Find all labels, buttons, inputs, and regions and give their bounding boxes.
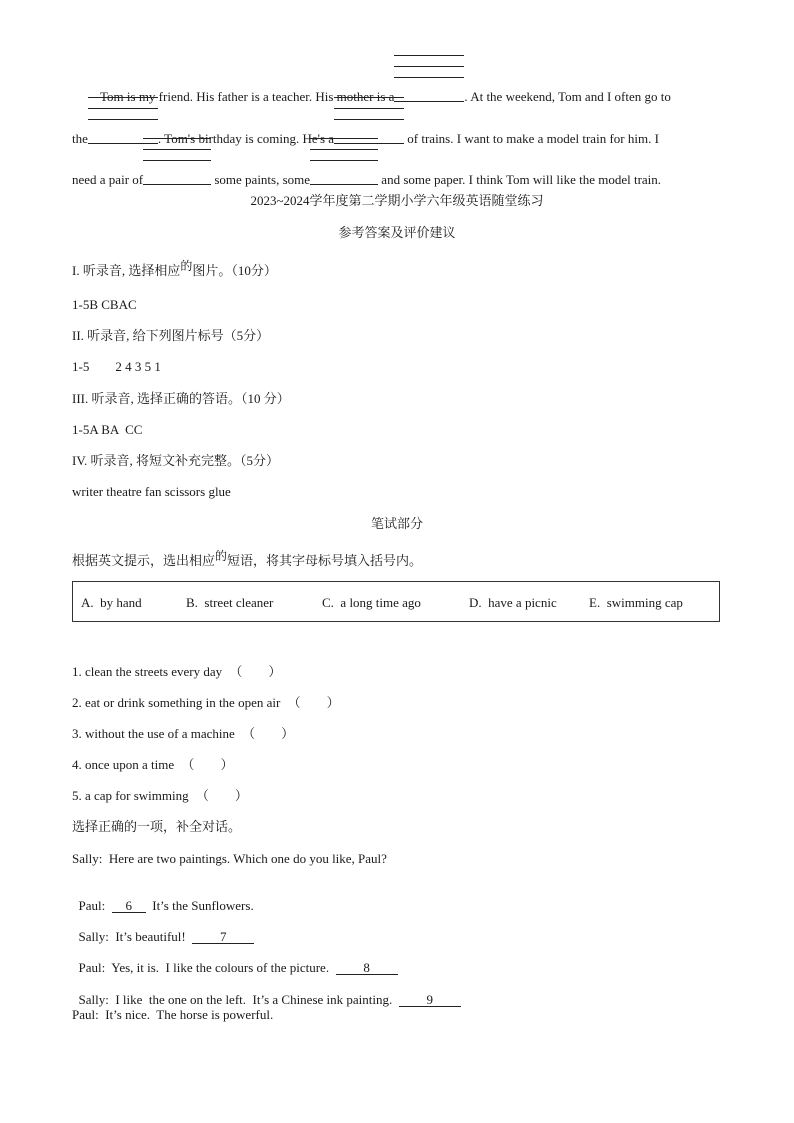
- listening-answer-1: 1-5B CBAC: [72, 297, 137, 312]
- question-5: [72, 788, 248, 804]
- listening-answer-4: writer theatre fan scissors glue: [72, 484, 231, 499]
- question-text: 3. without the use of a machine: [72, 726, 235, 741]
- answer-blank[interactable]: [310, 170, 378, 184]
- answer-blank[interactable]: [143, 170, 211, 184]
- phrase-instruction: [72, 549, 423, 569]
- instruction-text: 根据英文提示，选出相应: [72, 553, 216, 568]
- paren: （: [181, 757, 195, 772]
- dialogue-blank-9[interactable]: 9: [399, 993, 461, 1007]
- dialogue-blank-7[interactable]: 7: [192, 930, 254, 944]
- instruction-text: 的: [215, 549, 228, 563]
- question-text: 2. eat or drink something in the open air: [72, 695, 281, 710]
- written-title: 笔试部分: [370, 516, 423, 531]
- listening-heading-4: IV. 听录音, 将短文补充完整。（5分）: [72, 453, 280, 468]
- paren: （: [287, 695, 301, 710]
- dialogue-line-4: [72, 944, 398, 976]
- dialogue-line-1: Sally: Here are two paintings. Which one do you like, Paul?: [72, 851, 387, 866]
- dialogue-line-6: Paul: It’s nice. The horse is powerful.: [72, 1007, 274, 1022]
- passage-text: the: [72, 131, 88, 146]
- answer-blank[interactable]: [334, 129, 404, 143]
- dialogue-text: Sally: It’s beautiful!: [78, 929, 193, 944]
- paren: ）: [220, 757, 234, 772]
- heading-text: 的: [180, 259, 193, 273]
- answer-subtitle: 参考答案及评价建议: [338, 225, 456, 240]
- passage-text: Tom is my friend. His father is a teacher. His mother is a: [100, 89, 395, 104]
- dialogue-line-2: [72, 882, 254, 914]
- passage-text: . At the weekend, Tom and I often go to: [464, 89, 671, 104]
- listening-heading-1: [72, 259, 277, 279]
- answer-paren[interactable]: [242, 726, 294, 742]
- option-c: C. a long time ago: [322, 595, 421, 610]
- instruction-text: 短语，将其字母标号填入括号内。: [227, 553, 423, 568]
- passage-text: need a pair of: [72, 172, 144, 187]
- dialogue-text: Sally: I like the one on the left. It’s a Chinese ink painting.: [78, 992, 399, 1007]
- answer-title: 2023~2024学年度第二学期小学六年级英语随堂练习: [250, 193, 544, 208]
- dialogue-blank-8[interactable]: 8: [336, 961, 398, 975]
- answer-blank[interactable]: [88, 129, 158, 143]
- options-box: [72, 581, 720, 622]
- heading-text: 图片。（10分）: [192, 263, 277, 278]
- listening-heading-3: III. 听录音, 选择正确的答语。（10 分）: [72, 391, 290, 406]
- passage-text: of trains. I want to make a model train for him. I: [404, 131, 659, 146]
- answer-paren[interactable]: [229, 664, 281, 680]
- paren: ）: [281, 726, 295, 741]
- dialogue-text: Paul: Yes, it is. I like the colours of the picture.: [78, 960, 336, 975]
- question-text: 4. once upon a time: [72, 757, 175, 772]
- passage-text: and some paper. I think Tom will like the model train.: [378, 172, 662, 187]
- dialogue-blank-6[interactable]: 6: [112, 899, 146, 913]
- answer-paren[interactable]: [196, 788, 248, 804]
- heading-text: I. 听录音, 选择相应: [72, 263, 181, 278]
- listening-answer-3: 1-5A BA CC: [72, 422, 143, 437]
- question-1: [72, 664, 281, 680]
- dialogue-instruction: 选择正确的一项，补全对话。: [72, 819, 242, 834]
- question-3: [72, 726, 294, 742]
- option-b: B. street cleaner: [186, 595, 274, 610]
- paren: （: [242, 726, 256, 741]
- paren: （: [195, 788, 209, 803]
- listening-answer-2: 1-5 2 4 3 5 1: [72, 359, 161, 374]
- paren: ）: [234, 788, 248, 803]
- passage-text: . Tom's birthday is coming. He's a: [157, 131, 335, 146]
- question-4: [72, 757, 233, 773]
- paren: （: [229, 664, 243, 679]
- option-d: D. have a picnic: [469, 595, 557, 610]
- dialogue-line-3: [72, 913, 254, 945]
- passage-line-1: [100, 87, 671, 105]
- question-2: [72, 695, 340, 711]
- dialogue-text: Paul:: [78, 898, 112, 913]
- option-e: E. swimming cap: [589, 595, 683, 610]
- paren: ）: [268, 664, 282, 679]
- answer-paren[interactable]: [181, 757, 233, 773]
- dialogue-text: It’s the Sunflowers.: [145, 898, 254, 913]
- passage-text: some paints, some: [211, 172, 311, 187]
- dialogue-line-5: [72, 976, 461, 1008]
- passage-line-3: [72, 170, 661, 188]
- option-a: A. by hand: [81, 595, 142, 610]
- question-text: 5. a cap for swimming: [72, 788, 189, 803]
- answer-paren[interactable]: [288, 695, 340, 711]
- answer-blank[interactable]: [394, 87, 464, 101]
- listening-heading-2: II. 听录音, 给下列图片标号（5分）: [72, 328, 270, 343]
- paren: ）: [326, 695, 340, 710]
- question-text: 1. clean the streets every day: [72, 664, 223, 679]
